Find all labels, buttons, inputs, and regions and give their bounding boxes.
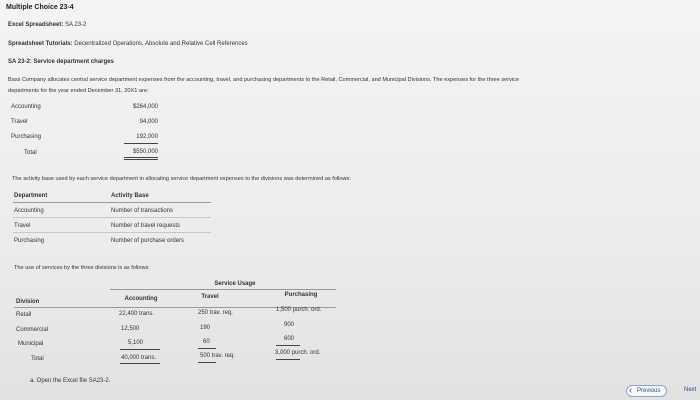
usage-total-rule-accounting bbox=[120, 363, 160, 364]
activity-intro: The activity base used by each service department in allocating service department expenses to the divisions was determined as follows: bbox=[12, 176, 351, 182]
problem-intro-line-2: departments for the year ended December 31, 20X1 are: bbox=[8, 88, 149, 94]
excel-spreadsheet-label: Excel Spreadsheet: bbox=[8, 22, 64, 28]
usage-division-municipal: Municipal bbox=[18, 341, 44, 347]
expense-label-travel: Travel bbox=[11, 119, 28, 125]
problem-intro-line-1: Bass Company allocates central service department expenses from the accounting, travel, and purchasing departments to the Retail, Commercial, and Municipal Divisions. The expenses for the three service bbox=[8, 77, 520, 83]
expense-value-travel: 94,000 bbox=[139, 119, 158, 125]
usage-col-accounting: Accounting bbox=[124, 296, 158, 302]
expense-label-total: Total bbox=[24, 150, 37, 156]
usage-subtotal-rule-purchasing bbox=[276, 345, 300, 346]
usage-group-rule bbox=[110, 289, 336, 290]
activity-base-accounting: Number of transactions bbox=[111, 208, 174, 214]
spreadsheet-tutorials-line bbox=[8, 41, 248, 47]
activity-base-travel: Number of travel requests bbox=[111, 223, 181, 229]
next-button[interactable]: Next bbox=[684, 387, 697, 393]
activity-row-rule-1 bbox=[13, 217, 211, 218]
usage-division-total: Total bbox=[31, 356, 44, 362]
activity-dept-accounting: Accounting bbox=[14, 208, 44, 214]
total-rule-1 bbox=[124, 157, 158, 158]
usage-group-header: Service Usage bbox=[214, 281, 256, 287]
usage-total-rule-purchasing bbox=[276, 359, 300, 360]
activity-header-rule bbox=[13, 202, 211, 203]
usage-travel-municipal: 60 bbox=[203, 339, 210, 345]
usage-accounting-municipal: 5,100 bbox=[128, 340, 144, 346]
usage-purchasing-commercial: 900 bbox=[284, 322, 295, 328]
usage-travel-commercial: 190 bbox=[200, 325, 211, 331]
usage-division-commercial: Commercial bbox=[16, 327, 49, 333]
excel-spreadsheet-value: SA 23-2 bbox=[65, 22, 87, 28]
total-rule-2 bbox=[124, 159, 158, 160]
usage-subtotal-rule-accounting bbox=[120, 349, 160, 350]
usage-total-rule-travel bbox=[198, 362, 216, 363]
expense-label-purchasing: Purchasing bbox=[11, 134, 42, 140]
excel-spreadsheet-line bbox=[8, 22, 86, 28]
spreadsheet-tutorials-value: Decentralized Operations, Absolute and Relative Cell References bbox=[74, 41, 248, 47]
task-item-a: a. Open the Excel file SA23-2. bbox=[30, 378, 111, 384]
usage-subtotal-rule-travel bbox=[198, 348, 216, 349]
spreadsheet-tutorials-label: Spreadsheet Tutorials: bbox=[8, 41, 73, 47]
activity-col-base: Activity Base bbox=[111, 193, 149, 199]
previous-button[interactable] bbox=[626, 385, 667, 397]
expense-value-total: $550,000 bbox=[132, 149, 158, 155]
activity-col-department: Department bbox=[14, 193, 48, 199]
usage-purchasing-retail: 1,500 purch. ord. bbox=[276, 307, 322, 313]
activity-dept-purchasing: Purchasing bbox=[14, 238, 45, 244]
expense-label-accounting: Accounting bbox=[11, 104, 41, 110]
usage-travel-total: 500 trav. req. bbox=[200, 353, 235, 359]
activity-row-rule-2 bbox=[13, 232, 211, 233]
chevron-left-icon: ‹ bbox=[629, 385, 632, 395]
activity-dept-travel: Travel bbox=[14, 223, 31, 229]
usage-col-division: Division bbox=[16, 299, 40, 305]
activity-base-purchasing: Number of purchase orders bbox=[111, 238, 185, 244]
usage-travel-retail: 250 trav. req. bbox=[198, 310, 233, 316]
subtotal-rule bbox=[124, 143, 158, 144]
previous-button-label: Previous bbox=[637, 388, 661, 394]
problem-heading: SA 23-2: Service department charges bbox=[8, 59, 114, 65]
page-title: Multiple Choice 23-4 bbox=[6, 4, 74, 11]
usage-purchasing-municipal: 600 bbox=[284, 336, 295, 342]
expense-value-purchasing: 192,000 bbox=[136, 134, 158, 140]
usage-col-purchasing: Purchasing bbox=[284, 292, 318, 298]
usage-division-retail: Retail bbox=[16, 312, 32, 318]
expense-value-accounting: $264,000 bbox=[132, 104, 158, 110]
usage-intro: The use of services by the three divisions is as follows: bbox=[14, 265, 150, 271]
usage-accounting-retail: 22,400 trans. bbox=[119, 311, 155, 317]
usage-col-travel: Travel bbox=[201, 294, 219, 300]
usage-purchasing-total: 3,000 purch. ord. bbox=[275, 350, 321, 356]
usage-accounting-commercial: 12,500 bbox=[121, 326, 140, 332]
usage-accounting-total: 40,000 trans. bbox=[121, 355, 157, 361]
